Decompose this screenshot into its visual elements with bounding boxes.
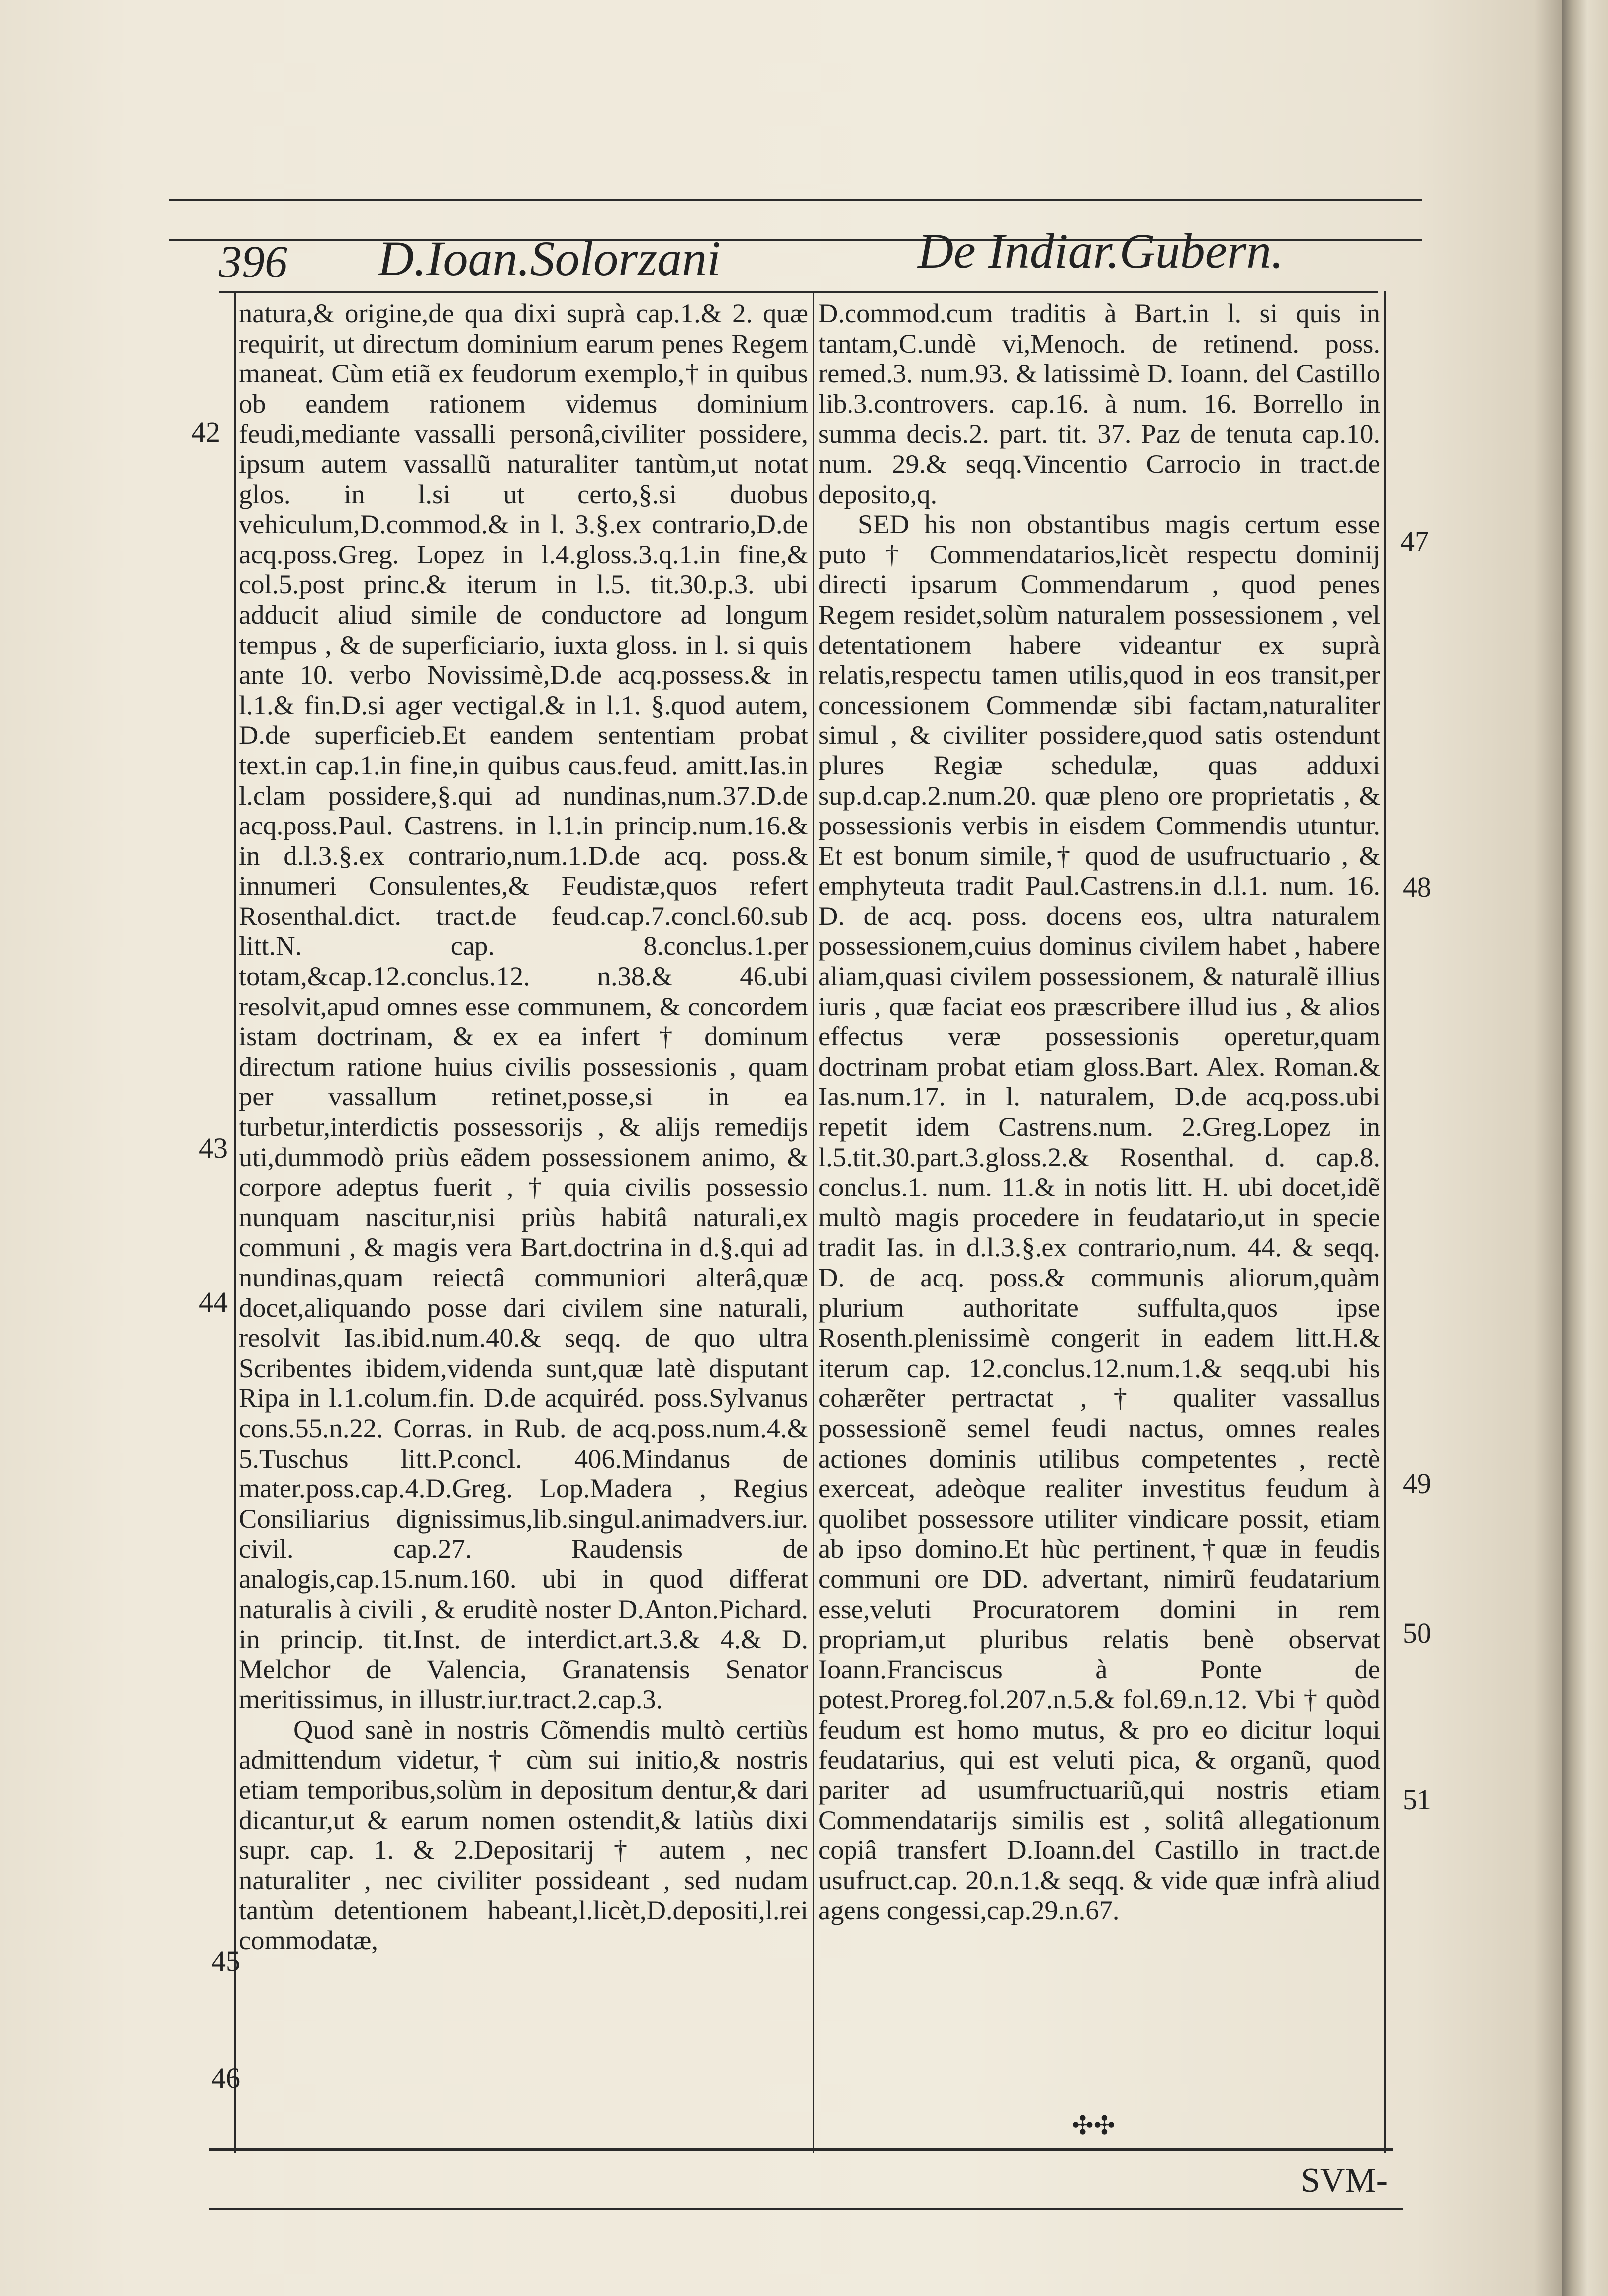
left-text-column	[239, 298, 808, 2143]
right-paragraph-2: SED his non obstantibus magis certum esse puto † Commendatarios,licèt respectu dominij directi ipsarum Commendarum , quod penes Regem residet,solùm naturalem possessionem , vel detentationem habere videantur ex suprà relatis,respectu tamen utilis,quod in eos transit,per concessionem Commendæ sibi factam,naturaliter simul , & civiliter possidere,quod satis ostendunt plures Regiæ schedulæ, quas adduxi sup.d.cap.2.num.20. quæ pleno ore proprietatis , & possessionis verbis in eisdem Commendis utuntur. Et est bonum simile,† quod de usufructuario , & emphyteuta tradit Paul.Castrens.in d.l.1. num. 16. D. de acq. poss. docens eos, ultra naturalem possessionem,cuius dominus civilem habet , habere aliam,quasi civilem possessionem, & naturalẽ illius iuris , quæ faciat eos præscribere illud ius , & alios effectus veræ possessionis operetur,quam doctrinam probat etiam gloss.Bart. Alex. Roman.& Ias.num.17. in l. naturalem, D.de acq.poss.ubi repetit idem Castrens.num. 2.Greg.Lopez in l.5.tit.30.part.3.gloss.2.& Rosenthal. d. cap.8. conclus.1. num. 11.& in notis litt. H. ubi docet,idẽ multò magis procedere in feudatario,ut in specie tradit Ias. in d.l.3.§.ex contrario,num. 44. & seqq. D. de acq. poss.& communis aliorum,quàm plurium authoritate suffulta,quos ipse Rosenth.plenissimè congerit in eadem litt.H.& iterum cap. 12.conclus.12.num.1.& seqq.ubi his cohærẽter pertractat , † qualiter vassallus possessionẽ semel feudi nactus, omnes reales actiones dominis utilibus competentes , rectè exerceat, adeòque realiter investitus feudum à quolibet possessore utiliter vindicare possit, etiam ab ipso domino.Et hùc pertinent,†quæ in feudis communi ore DD. advertant, nimirũ feudatarium esse,veluti Procuratorem domini in rem propriam,ut pluribus relatis benè observat Ioann.Franciscus à Ponte de potest.Proreg.fol.207.n.5.& fol.69.n.12. Vbi † quòd feudum est homo mutus, & pro eo dicitur loqui feudatarius, qui est veluti pica, & organũ, quod pariter ad usumfructuariũ,qui nostris etiam Commendatarijs similis est , solitâ allegationum copiâ transfert D.Ioann.del Castillo in tract.de usufruct.cap. 20.n.1.& seqq. & vide quæ infrà aliud agens congessi,cap.29.n.67.	[818, 509, 1380, 1926]
right-frame-rule	[1384, 291, 1386, 2153]
running-head-title: De Indiar.Gubern.	[918, 223, 1284, 278]
spine-shadow	[1534, 0, 1564, 2296]
margin-number-50: 50	[1403, 1617, 1431, 1649]
margin-number-51: 51	[1403, 1783, 1431, 1816]
right-text-column	[818, 298, 1380, 2143]
margin-number-43: 43	[199, 1132, 228, 1164]
margin-number-46: 46	[211, 2062, 240, 2094]
running-head-author: D.Ioan.Solorzani	[378, 231, 721, 286]
margin-number-45: 45	[211, 1945, 240, 1977]
catchword: SVM-	[1301, 2161, 1388, 2200]
left-paragraph-1: natura,& origine,de qua dixi suprà cap.1.& 2. quæ requirit, ut directum dominium earum penes Regem maneat. Cùm etiã ex feudorum exemplo,† in quibus ob eandem rationem videmus dominium feudi,mediante vassalli personâ,civiliter possidere, ipsum autem vassallũ naturaliter tantùm,ut notat glos. in l.si ut certo,§.si duobus vehiculum,D.commod.& in l. 3.§.ex contrario,D.de acq.poss.Greg. Lopez in l.4.gloss.3.q.1.in fine,& col.5.post princ.& iterum in l.5. tit.30.p.3. ubi adducit aliud simile de conductore ad longum tempus , & de superficiario, iuxta gloss. in l. si quis ante 10. verbo Novissimè,D.de acq.possess.& in l.1.& fin.D.si ager vectigal.& in l.1. §.quod autem, D.de superficieb.Et eandem sententiam probat text.in cap.1.in fine,in quibus caus.feud. amitt.Ias.in l.clam possidere,§.qui ad nundinas,num.37.D.de acq.poss.Paul. Castrens. in l.1.in princip.num.16.& in d.l.3.§.ex contrario,num.1.D.de acq. poss.& innumeri Consulentes,& Feudistæ,quos refert Rosenthal.dict. tract.de feud.cap.7.concl.60.sub litt.N. cap. 8.conclus.1.per totam,&cap.12.conclus.12. n.38.& 46.ubi resolvit,apud omnes esse communem, & concordem istam doctrinam, & ex ea infert † dominum directum ratione huius civilis possessionis , quam per vassallum retinet,posse,si in ea turbetur,interdictis possessorijs , & alijs remedijs uti,dummodò priùs eãdem possessionem animo, & corpore adeptus fuerit , † quia civilis possessio nunquam nascitur,nisi priùs habitâ naturali,ex communi , & magis vera Bart.doctrina in d.§.qui ad nundinas,quam reiectâ communiori alterâ,quæ docet,aliquando posse dari civilem sine naturali, resolvit Ias.ibid.num.40.& seqq. de quo ultra Scribentes ibidem,videnda sunt,quæ latè disputant Ripa in l.1.colum.fin. D.de acquiréd. poss.Sylvanus cons.55.n.22. Corras. in Rub. de acq.poss.num.4.& 5.Tuschus litt.P.concl. 406.Mindanus de mater.poss.cap.4.D.Greg. Lop.Madera , Regius Consiliarius dignissimus,lib.singul.animadvers.iur. civil. cap.27. Raudensis de analogis,cap.15.num.160. ubi in quod differat naturalis à civili , & eruditè noster D.Anton.Pichard. in princip. tit.Inst. de interdict.art.3.& 4.& D. Melchor de Valencia, Granatensis Senator meritissimus, in illustr.iur.tract.2.cap.3.	[239, 298, 808, 1715]
next-page-edge	[1562, 0, 1608, 2296]
column-divider	[813, 291, 814, 2153]
margin-number-47: 47	[1400, 525, 1429, 557]
margin-number-44: 44	[199, 1286, 228, 1318]
right-paragraph-1: D.commod.cum traditis à Bart.in l. si quis in tantam,C.undè vi,Menoch. de retinend. poss. remed.3. num.93. & latissimè D. Ioann. del Castillo lib.3.controvers. cap.16. à num. 16. Borrello in summa decis.2. part. tit. 37. Paz de tenuta cap.10. num. 29.& seqq.Vincentio Carrocio in tract.de deposito,q.	[818, 298, 1380, 509]
bottom-outer-rule	[209, 2208, 1403, 2210]
top-outer-rule	[169, 199, 1422, 201]
left-frame-rule	[234, 291, 236, 2153]
left-paragraph-2: Quod sanè in nostris Cõmendis multò certiùs admittendum videtur,† cùm sui initio,& nostris etiam temporibus,solùm in depositum dentur,& dari dicantur,ut & earum nomen ostendit,& latiùs dixi supr. cap. 1. & 2.Depositarij † autem , nec naturaliter , nec civiliter possideant , sed nudam tantùm detentionem habeant,l.licèt,D.depositi,l.rei commodatæ,	[239, 1714, 808, 1956]
header-underline	[219, 291, 1378, 293]
margin-number-49: 49	[1403, 1468, 1431, 1500]
margin-number-48: 48	[1403, 871, 1431, 903]
end-ornament: ✣✣	[1072, 2112, 1116, 2140]
page-number: 396	[219, 236, 287, 287]
margin-number-42: 42	[191, 416, 220, 448]
bottom-rule	[209, 2148, 1393, 2151]
